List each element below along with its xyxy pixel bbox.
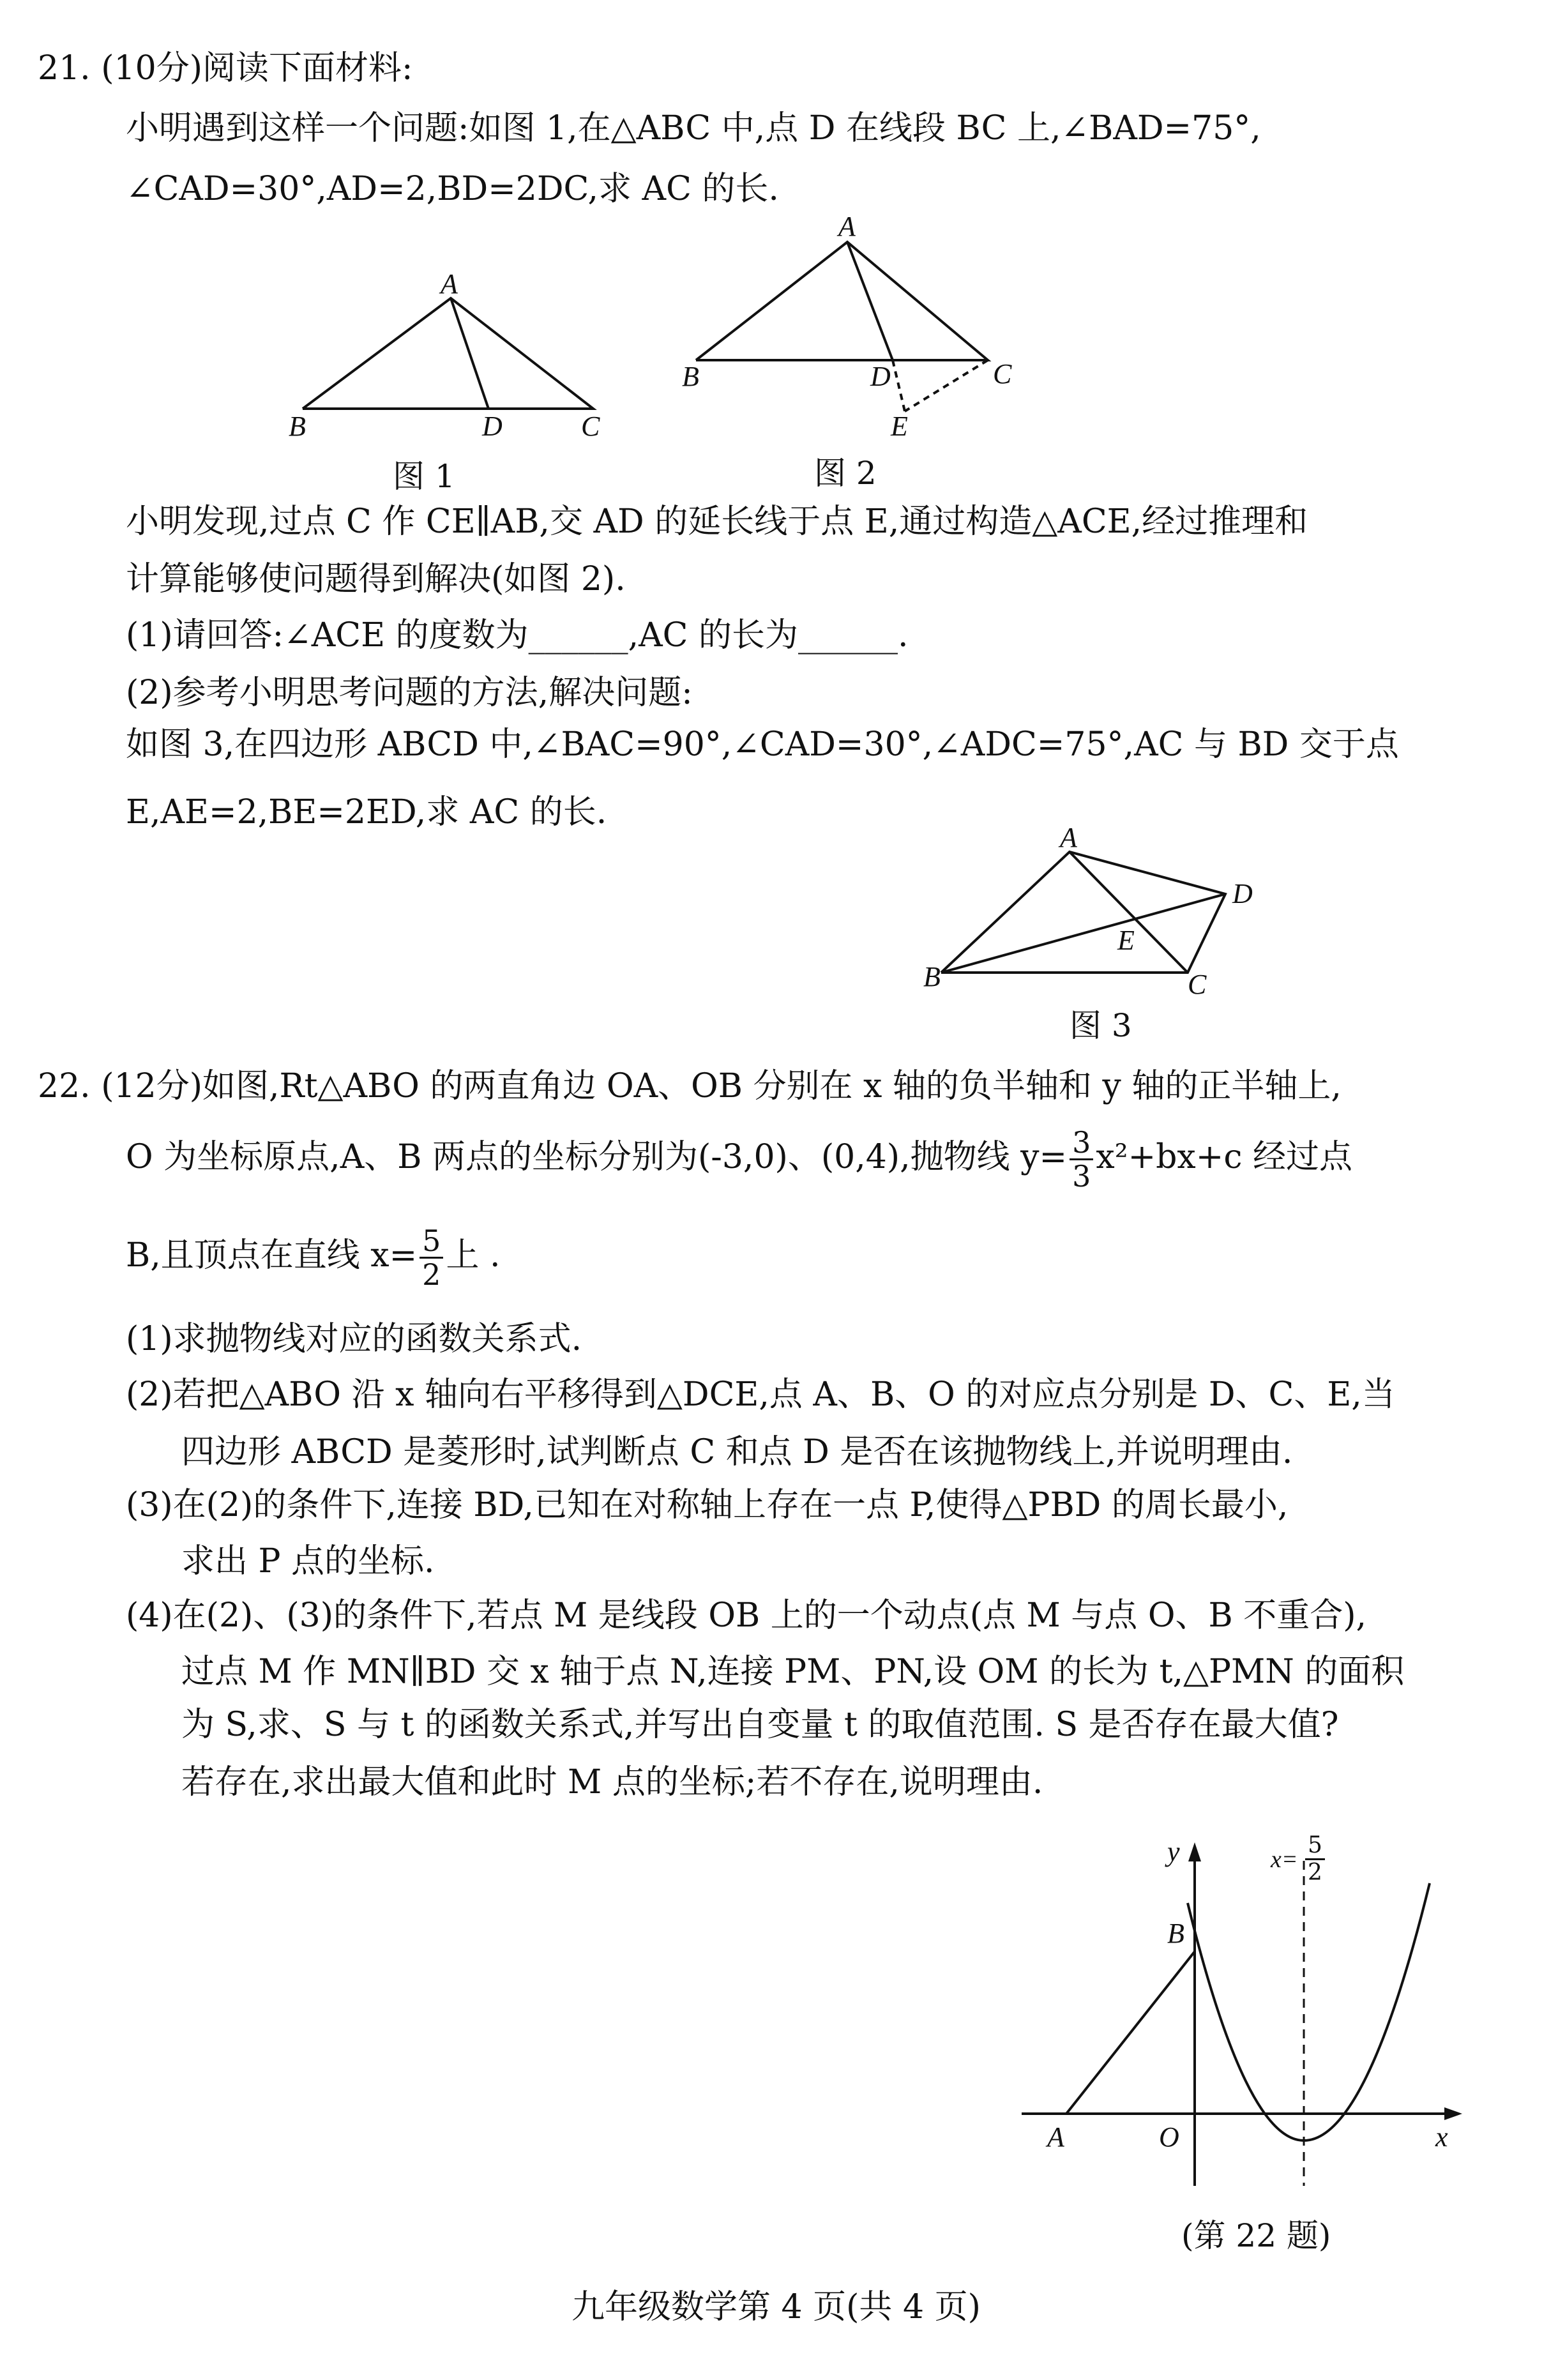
parabola [1188, 1883, 1430, 2141]
q22-part-4-b: 过点 M 作 MN∥BD 交 x 轴于点 N,连接 PM、PN,设 OM 的长为 t,△PMN 的面积 [181, 1653, 1405, 1691]
fig3-label-d: D [1232, 878, 1253, 909]
q22-part-1: (1)求抛物线对应的函数关系式. [126, 1320, 582, 1358]
fig1-label-a: A [441, 268, 458, 299]
figure-2 [696, 242, 988, 411]
fraction-denominator: 3 [1072, 1159, 1091, 1194]
triangle-abc [303, 298, 593, 409]
fig22-axis-fraction [1305, 1833, 1325, 1886]
q22-part-4-d: 若存在,求出最大值和此时 M 点的坐标;若不存在,说明理由. [181, 1763, 1043, 1801]
q22-part-4-a: (4)在(2)、(3)的条件下,若点 M 是线段 OB 上的一个动点(点 M 与点 O、B 不重合), [126, 1596, 1367, 1635]
fig22-label-x: x [1435, 2121, 1448, 2153]
fig22-label-o: O [1159, 2121, 1179, 2153]
fig22-caption: (第 22 题) [1181, 2217, 1331, 2254]
fig22-label-axis-eq: x= [1271, 1846, 1298, 1873]
q21-intro-1: 小明遇到这样一个问题:如图 1,在△ABC 中,点 D 在线段 BC 上,∠BAD=75°, [126, 109, 1261, 148]
fig1-label-b: B [289, 411, 306, 442]
fig3-label-e: E [1117, 925, 1135, 956]
fraction-numerator: 5 [420, 1225, 443, 1259]
segment-ad [451, 298, 488, 409]
q21-part-2: (2)参考小明思考问题的方法,解决问题: [126, 674, 693, 712]
q22-line-2 [126, 1122, 1352, 1192]
q22-part-2-b: 四边形 ABCD 是菱形时,试判断点 C 和点 D 是否在该抛物线上,并说明理由. [181, 1433, 1293, 1471]
fig2-label-e: E [891, 411, 908, 442]
y-axis-arrow-icon [1188, 1842, 1201, 1861]
q21-number [38, 49, 413, 87]
segment-ce [905, 360, 988, 411]
coefficient-fraction [1070, 1126, 1093, 1192]
segment-de [893, 360, 905, 411]
q22-line-1 [38, 1067, 1342, 1105]
fraction-denominator: 2 [1308, 1860, 1322, 1886]
fig1-caption: 图 1 [393, 458, 455, 495]
q21-discovery-2: 计算能够使问题得到解决(如图 2). [126, 560, 626, 598]
q22-line-1-text: (12分)如图,Rt△ABO 的两直角边 OA、OB 分别在 x 轴的负半轴和 y 轴的正半轴上, [101, 1067, 1342, 1105]
fraction-numerator: 5 [1305, 1833, 1325, 1860]
segment-ad-2 [847, 242, 893, 360]
q22-line-2-pre: O 为坐标原点,A、B 两点的坐标分别为(-3,0)、(0,4),抛物线 y= [126, 1138, 1068, 1176]
q21-part-2-line-1: 如图 3,在四边形 ABCD 中,∠BAC=90°,∠CAD=30°,∠ADC=75°,AC 与 BD 交于点 [126, 725, 1399, 764]
q22-part-4-c: 为 S,求、S 与 t 的函数关系式,并写出自变量 t 的取值范围. S 是否存在最大值? [181, 1706, 1339, 1744]
q22-part-3-a: (3)在(2)的条件下,连接 BD,已知在对称轴上存在一点 P,使得△PBD 的周长最小, [126, 1486, 1289, 1524]
fig2-label-b: B [682, 361, 699, 392]
q21-intro-2: ∠CAD=30°,AD=2,BD=2DC,求 AC 的长. [126, 170, 779, 208]
segment-bd [941, 894, 1225, 973]
figure-22 [1022, 1842, 1462, 2186]
q22-line-3 [126, 1220, 501, 1291]
fig2-caption: 图 2 [814, 455, 877, 492]
fig1-label-d: D [482, 411, 503, 442]
fraction-numerator: 3 [1070, 1126, 1093, 1160]
segment-ab [1066, 1952, 1195, 2114]
fig22-label-b: B [1167, 1918, 1184, 1949]
fig3-label-c: C [1188, 969, 1207, 1000]
fig22-label-a: A [1047, 2121, 1064, 2153]
q21-part-2-line-2: E,AE=2,BE=2ED,求 AC 的长. [126, 793, 607, 831]
q22-part-3-b: 求出 P 点的坐标. [181, 1542, 435, 1580]
fig22-label-y: y [1167, 1836, 1180, 1867]
q21-header: (10分)阅读下面材料: [101, 49, 413, 87]
fraction-denominator: 2 [422, 1257, 441, 1292]
fig3-label-a: A [1060, 822, 1077, 853]
fig2-label-c: C [993, 358, 1012, 390]
fig3-caption: 图 3 [1070, 1007, 1132, 1044]
q22-number: 22. [38, 1067, 91, 1105]
q22-line-3-post: 上 . [446, 1236, 501, 1275]
q21-number-text: 21. [38, 49, 91, 87]
q22-line-3-pre: B,且顶点在直线 x= [126, 1236, 418, 1275]
q21-discovery-1: 小明发现,过点 C 作 CE∥AB,交 AD 的延长线于点 E,通过构造△ACE,经过推理和 [126, 503, 1308, 541]
figure-1 [303, 298, 593, 409]
triangle-abc-2 [696, 242, 988, 360]
fig3-label-b: B [923, 961, 941, 992]
quadrilateral-abcd [941, 852, 1225, 973]
fig2-label-a: A [838, 211, 856, 242]
q22-line-2-post: x²+bx+c 经过点 [1096, 1138, 1352, 1176]
q21-part-1: (1)请回答:∠ACE 的度数为______,AC 的长为______. [126, 616, 909, 655]
fig2-label-d: D [870, 361, 891, 392]
page-footer: 九年级数学第 4 页(共 4 页) [571, 2288, 981, 2326]
figure-3 [941, 852, 1225, 973]
fig1-label-c: C [581, 411, 600, 442]
axis-fraction [420, 1225, 443, 1291]
q22-part-2-a: (2)若把△ABO 沿 x 轴向右平移得到△DCE,点 A、B、O 的对应点分别是 D、C、E,当 [126, 1376, 1395, 1414]
